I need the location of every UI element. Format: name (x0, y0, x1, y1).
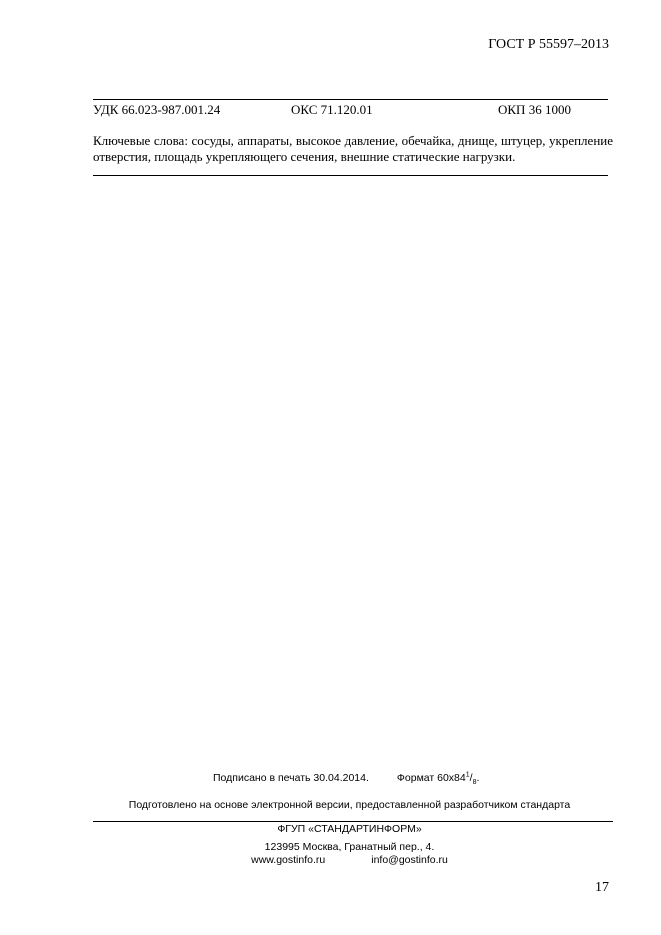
publisher-contacts (0, 854, 661, 866)
paper-format: Формат $60x84^1/_8$. (396, 771, 480, 787)
signed-date: Подписано в печать 30.04.2014. (213, 772, 369, 784)
top-divider (93, 99, 608, 100)
imprint-divider (93, 821, 613, 822)
oks-code: ОКС 71.120.01 (291, 102, 373, 117)
page-number: 17 (595, 880, 609, 895)
publisher-name: ФГУП «СТАНДАРТИНФОРМ» (277, 823, 422, 835)
classification-codes (93, 102, 608, 120)
email-link[interactable]: info@gostinfo.ru (371, 854, 448, 866)
website-link[interactable]: www.gostinfo.ru (251, 854, 326, 866)
keywords-divider (93, 175, 608, 176)
keywords-paragraph: Ключевые слова: сосуды, аппараты, высокое давление, обечайка, днище, штуцер, укрепление отверстия, площадь укрепляющего сечения, внешние статические нагрузки. (93, 133, 613, 164)
publisher-address: 123995 Москва, Гранатный пер., 4. (264, 841, 435, 853)
prepared-note: Подготовлено на основе электронной версии, предоставленной разработчиком стандарта (128, 799, 571, 811)
standard-code-header: ГОСТ Р 55597–2013 (488, 37, 609, 52)
okp-code: ОКП 36 1000 (498, 102, 571, 117)
imprint-signed-line (213, 771, 480, 787)
udk-code: УДК 66.023-987.001.24 (93, 102, 221, 117)
